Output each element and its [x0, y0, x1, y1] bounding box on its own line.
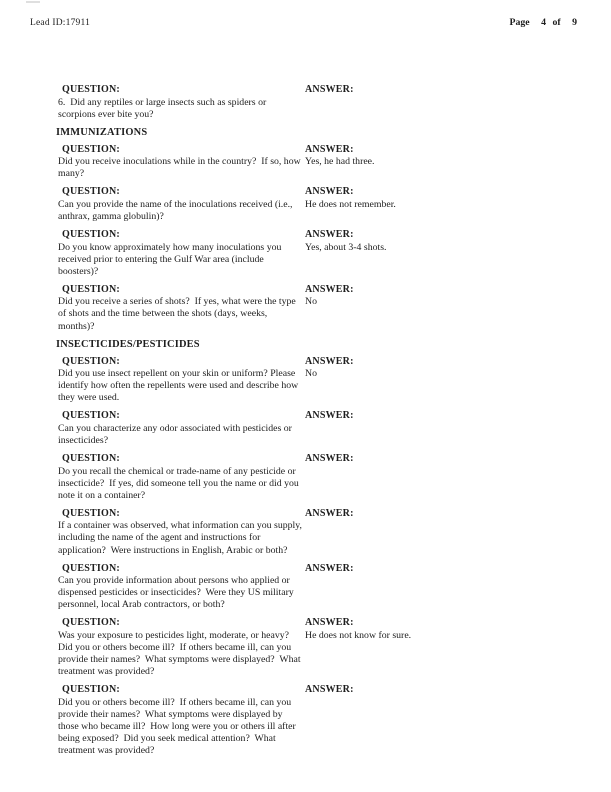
- answer-label: ANSWER:: [305, 143, 354, 155]
- scan-artifact: [26, 1, 40, 3]
- question-text: Do you know approximately how many inoculations you received prior to entering the Gulf War area (include boosters)?: [58, 241, 284, 277]
- answer-column: [305, 452, 583, 502]
- question-label: QUESTION:: [62, 453, 120, 465]
- question-column: [58, 409, 305, 447]
- question-label: QUESTION:: [62, 355, 120, 367]
- page-word: Page: [509, 17, 530, 28]
- qa-block: [58, 562, 583, 612]
- answer-label: ANSWER:: [305, 507, 354, 519]
- qa-block: [58, 283, 583, 333]
- page-number: 4: [541, 17, 547, 28]
- question-column: [58, 452, 305, 502]
- question-label: QUESTION:: [62, 229, 120, 241]
- answer-column: [305, 283, 583, 333]
- answer-column: [305, 683, 583, 757]
- question-column: [58, 185, 305, 223]
- answer-text: No: [305, 296, 317, 308]
- answer-text: Yes, he had three.: [305, 156, 375, 168]
- question-column: [58, 228, 305, 278]
- answer-column: [305, 409, 583, 447]
- page-indicator: [510, 17, 577, 28]
- question-column: [58, 507, 305, 557]
- question-text: Do you recall the chemical or trade-name of any pesticide or insecticide? If yes, did someone tell you the name or did you note it on a container?: [58, 465, 302, 501]
- qa-block: [58, 507, 583, 557]
- question-label: QUESTION:: [62, 410, 120, 422]
- question-text: Can you provide the name of the inoculations received (i.e., anthrax, gamma globulin)?: [58, 198, 295, 222]
- qa-block: [58, 452, 583, 502]
- answer-column: [305, 355, 583, 405]
- qa-block: [58, 143, 583, 181]
- question-text: Did you receive inoculations while in the country? If so, how many?: [58, 156, 304, 180]
- qa-block: [58, 355, 583, 405]
- question-label: QUESTION:: [62, 186, 120, 198]
- answer-column: [305, 507, 583, 557]
- answer-label: ANSWER:: [305, 229, 354, 241]
- answer-text: He does not remember.: [305, 198, 396, 210]
- question-label: QUESTION:: [62, 562, 120, 574]
- lead-id-label: Lead ID:17911: [30, 18, 91, 28]
- question-column: [58, 143, 305, 181]
- question-column: [58, 683, 305, 757]
- question-label: QUESTION:: [62, 283, 120, 295]
- question-column: [58, 562, 305, 612]
- answer-label: ANSWER:: [305, 562, 354, 574]
- question-label: QUESTION:: [62, 507, 120, 519]
- question-text: If a container was observed, what information can you supply, including the name of the agent and instructions for application? Were instructions in English, Arabic or both?: [58, 520, 305, 556]
- answer-label: ANSWER:: [305, 186, 354, 198]
- question-text: Did you or others become ill? If others became ill, can you provide their names? What symptoms were displayed by those who became ill? How long were you or others ill after being exposed? Did you seek medical attention? What treatment was provided?: [58, 696, 299, 757]
- qa-block: [58, 185, 583, 223]
- question-text: Can you characterize any odor associated with pesticides or insecticides?: [58, 422, 295, 446]
- page-header: [30, 17, 577, 28]
- answer-text: He does not know for sure.: [305, 629, 412, 641]
- answer-text: Yes, about 3-4 shots.: [305, 241, 387, 253]
- of-word: of: [552, 17, 561, 28]
- answer-column: [305, 83, 583, 121]
- answer-column: [305, 143, 583, 181]
- question-column: [58, 83, 305, 121]
- qa-block: [58, 616, 583, 678]
- answer-label: ANSWER:: [305, 684, 354, 696]
- answer-label: ANSWER:: [305, 84, 354, 95]
- qa-block: [58, 228, 583, 278]
- question-label: QUESTION:: [62, 617, 120, 629]
- answer-label: ANSWER:: [305, 355, 354, 367]
- qa-block: [58, 683, 583, 757]
- answer-column: [305, 562, 583, 612]
- question-label: QUESTION:: [62, 684, 120, 696]
- section-header: IMMUNIZATIONS: [56, 126, 148, 138]
- answer-label: ANSWER:: [305, 410, 354, 422]
- section-header: INSECTICIDES/PESTICIDES: [56, 338, 200, 350]
- question-text: Was your exposure to pesticides light, moderate, or heavy? Did you or others become ill? If others became ill, can you provide their names? What symptoms were displayed? What treatment was provided?: [58, 629, 304, 678]
- question-label: QUESTION:: [62, 84, 120, 95]
- question-text: Did you receive a series of shots? If yes, what were the type of shots and the time between the shots (days, weeks, months)?: [58, 296, 299, 332]
- answer-column: [305, 616, 583, 678]
- question-text: Did you use insect repellent on your skin or uniform? Please identify how often the repellents were used and describe how they were used.: [58, 368, 301, 404]
- question-text: 6. Did any reptiles or large insects such as spiders or scorpions ever bite you?: [58, 96, 269, 120]
- page-total: 9: [572, 17, 577, 28]
- question-label: QUESTION:: [62, 143, 120, 155]
- answer-label: ANSWER:: [305, 283, 354, 295]
- question-column: [58, 616, 305, 678]
- question-column: [58, 355, 305, 405]
- qa-block: [58, 83, 583, 121]
- answer-column: [305, 185, 583, 223]
- answer-column: [305, 228, 583, 278]
- question-column: [58, 283, 305, 333]
- answer-text: No: [305, 368, 317, 380]
- answer-label: ANSWER:: [305, 453, 354, 465]
- qa-block: [58, 409, 583, 447]
- qa-list: [58, 83, 583, 762]
- question-text: Can you provide information about persons who applied or dispensed pesticides or insecticides? Were they US military personnel, local Arab contractors, or both?: [58, 575, 297, 611]
- answer-label: ANSWER:: [305, 617, 354, 629]
